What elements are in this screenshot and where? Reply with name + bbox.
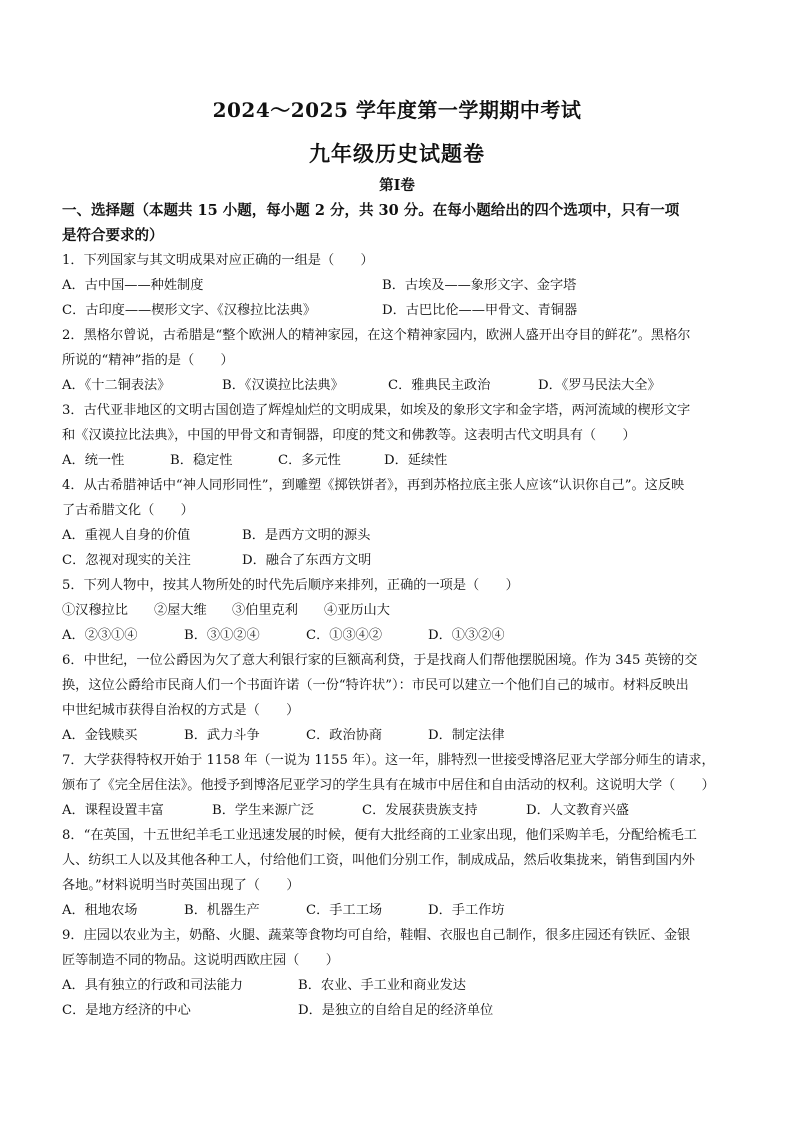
question-1-options-row-1 bbox=[62, 273, 742, 298]
exam-subtitle: 九年级历史试题卷 bbox=[309, 141, 485, 166]
question-7-option-d: D．人文教育兴盛 bbox=[526, 803, 629, 818]
question-8-options bbox=[62, 898, 742, 923]
question-1-option-c: C．古印度——楔形文字、《汉穆拉比法典》 bbox=[62, 303, 317, 318]
question-3-options bbox=[62, 448, 742, 473]
question-3-option-a: A．统一性 bbox=[62, 453, 125, 468]
question-5-item-3: ③伯里克利 bbox=[232, 603, 298, 618]
question-4-option-d: D．融合了东西方文明 bbox=[242, 553, 372, 568]
question-8-option-b: B．机器生产 bbox=[184, 903, 260, 918]
question-6-options bbox=[62, 723, 742, 748]
question-4-option-c: C．忽视对现实的关注 bbox=[62, 553, 191, 568]
question-8-option-c: C．手工工场 bbox=[306, 903, 383, 918]
question-8-stem-line-2: 人、纺织工人以及其他各种工人，付给他们工资，叫他们分别工作，制成成品，然后收集拢来，销售到国内外 bbox=[62, 853, 695, 868]
section-heading-line-2: 是符合要求的） bbox=[62, 227, 164, 244]
question-1-option-a: A．古中国——种姓制度 bbox=[62, 278, 204, 293]
question-9-options-row-2 bbox=[62, 998, 742, 1023]
question-9-option-d: D．是独立的自给自足的经济单位 bbox=[298, 1003, 494, 1018]
question-7-stem-line-1: 7．大学获得特权开始于 1158 年（一说为 1155 年）。这一年，腓特烈一世接受博洛尼亚大学部分师生的请求， bbox=[62, 753, 715, 768]
question-5-option-a: A．②③①④ bbox=[62, 628, 138, 643]
question-5-item-2: ②屋大维 bbox=[154, 603, 207, 618]
question-9-options-row-1 bbox=[62, 973, 742, 998]
question-5-options bbox=[62, 623, 742, 648]
question-3-stem-line-1: 3．古代亚非地区的文明古国创造了辉煌灿烂的文明成果，如埃及的象形文字和金字塔，两河流域的楔形文字 bbox=[62, 403, 691, 418]
question-5-items bbox=[62, 598, 742, 623]
question-7-option-c: C．发展获贵族支持 bbox=[362, 803, 478, 818]
question-9-option-b: B．农业、手工业和商业发达 bbox=[298, 978, 466, 993]
question-8-stem-line-3: 各地。”材料说明当时英国出现了（ ） bbox=[62, 878, 300, 893]
question-5-item-4: ④亚历山大 bbox=[324, 603, 390, 618]
question-2-stem-line-2: 所说的“精神”指的是（ ） bbox=[62, 353, 234, 368]
question-1-options-row-2 bbox=[62, 298, 742, 323]
volume-label: 第Ⅰ卷 bbox=[379, 177, 415, 194]
question-9-option-a: A．具有独立的行政和司法能力 bbox=[62, 978, 243, 993]
question-9-option-c: C．是地方经济的中心 bbox=[62, 1003, 191, 1018]
question-8-option-d: D．手工作坊 bbox=[428, 903, 505, 918]
question-7-stem-line-2: 颁布了《完全居住法》。他授予到博洛尼亚学习的学生具有在城市中居住和自由活动的权利。这说明大学（ ） bbox=[62, 778, 715, 793]
question-2-option-a: A．《十二铜表法》 bbox=[62, 378, 171, 393]
question-6-option-d: D．制定法律 bbox=[428, 728, 505, 743]
question-9-stem-line-1: 9．庄园以农业为主，奶酪、火腿、蔬菜等食物均可自给，鞋帽、衣服也自己制作，很多庄园还有铁匠、金银 bbox=[62, 928, 691, 943]
question-6-option-b: B．武力斗争 bbox=[184, 728, 260, 743]
question-9-stem-line-2: 匠等制造不同的物品。这说明西欧庄园（ ） bbox=[62, 953, 339, 968]
question-3-option-c: C．多元性 bbox=[278, 453, 341, 468]
question-5-option-d: D．①③②④ bbox=[428, 628, 505, 643]
question-4-stem-line-1: 4．从古希腊神话中“神人同形同性”，到雕塑《掷铁饼者》，再到苏格拉底主张人应该“认识你自己”。这反映 bbox=[62, 478, 685, 493]
question-4-option-b: B．是西方文明的源头 bbox=[242, 528, 371, 543]
question-8-stem-line-1: 8．“在英国，十五世纪羊毛工业迅速发展的时候，便有大批经商的工业家出现，他们采购羊毛，分配给梳毛工 bbox=[62, 828, 697, 843]
question-1-option-b: B．古埃及——象形文字、金字塔 bbox=[382, 278, 577, 293]
question-7-options bbox=[62, 798, 742, 823]
exam-title: 2024～2025 学年度第一学期期中考试 bbox=[212, 98, 582, 122]
question-6-stem-line-1: 6．中世纪，一位公爵因为欠了意大利银行家的巨额高利贷，于是找商人们帮他摆脱困境。作为 345 英镑的交 bbox=[62, 653, 698, 668]
question-4-stem-line-2: 了古希腊文化（ ） bbox=[62, 503, 194, 518]
question-5-item-1: ①汉穆拉比 bbox=[62, 603, 128, 618]
question-5-option-b: B．③①②④ bbox=[184, 628, 260, 643]
question-content bbox=[62, 198, 742, 1023]
question-3-option-d: D．延续性 bbox=[384, 453, 448, 468]
question-4-options-row-2 bbox=[62, 548, 742, 573]
question-2-option-d: D．《罗马民法大全》 bbox=[538, 378, 661, 393]
question-4-options-row-1 bbox=[62, 523, 742, 548]
question-3-option-b: B．稳定性 bbox=[170, 453, 233, 468]
question-7-option-a: A．课程设置丰富 bbox=[62, 803, 164, 818]
question-1-option-d: D．古巴比伦——甲骨文、青铜器 bbox=[382, 303, 578, 318]
question-6-stem-line-3: 中世纪城市获得自治权的方式是（ ） bbox=[62, 703, 300, 718]
question-2-option-c: C．雅典民主政治 bbox=[388, 378, 491, 393]
question-4-option-a: A．重视人自身的价值 bbox=[62, 528, 191, 543]
question-7-option-b: B．学生来源广泛 bbox=[212, 803, 315, 818]
question-8-option-a: A．租地农场 bbox=[62, 903, 138, 918]
question-5-stem: 5．下列人物中，按其人物所处的时代先后顺序来排列，正确的一项是（ ） bbox=[62, 578, 519, 593]
question-5-option-c: C．①③④② bbox=[306, 628, 383, 643]
question-6-option-a: A．金钱赎买 bbox=[62, 728, 138, 743]
question-2-options bbox=[62, 373, 742, 398]
question-6-option-c: C．政治协商 bbox=[306, 728, 383, 743]
question-6-stem-line-2: 换，这位公爵给市民商人们一个书面许诺（一份“特许状”）：市民可以建立一个他们自己的城市。材料反映出 bbox=[62, 678, 689, 693]
section-heading-line-1: 一、选择题（本题共 15 小题，每小题 2 分，共 30 分。在每小题给出的四个选项中，只有一项 bbox=[62, 202, 680, 219]
question-2-option-b: B．《汉谟拉比法典》 bbox=[222, 378, 344, 393]
question-3-stem-line-2: 和《汉谟拉比法典》，中国的甲骨文和青铜器，印度的梵文和佛教等。这表明古代文明具有（ ） bbox=[62, 428, 636, 443]
question-2-stem-line-1: 2．黑格尔曾说，古希腊是“整个欧洲人的精神家园，在这个精神家园内，欧洲人盛开出夺目的鲜花”。黑格尔 bbox=[62, 328, 691, 343]
question-1-stem: 1．下列国家与其文明成果对应正确的一组是（ ） bbox=[62, 253, 374, 268]
